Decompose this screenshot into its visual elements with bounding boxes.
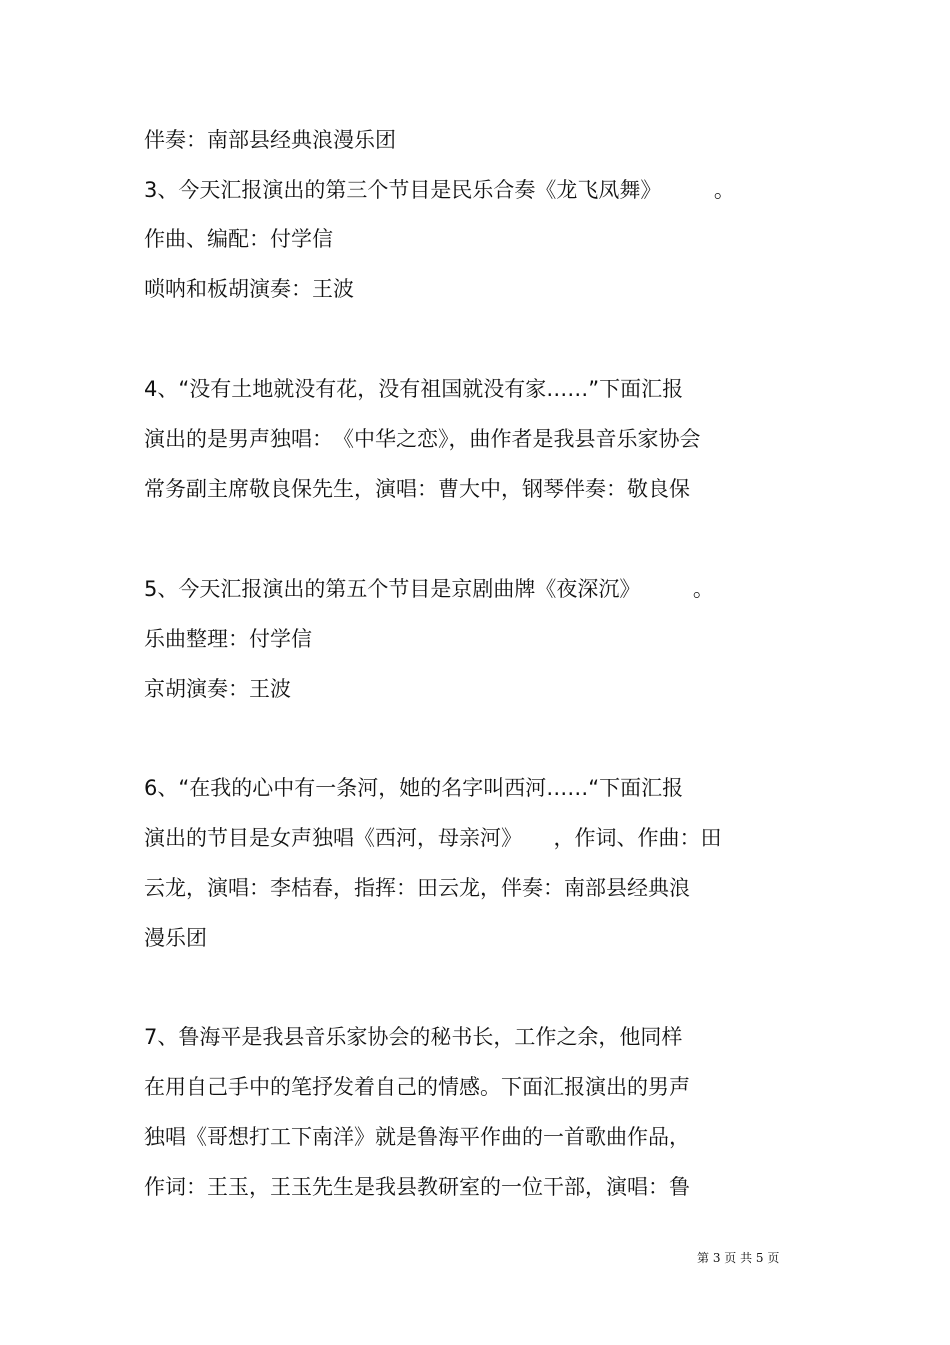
text-line: 独唱《哥想打工下南洋》就是鲁海平作曲的一首歌曲作品， [144,1125,690,1149]
text-line: 云龙，演唱：李桔春，指挥：田云龙，伴奏：南部县经典浪 [144,876,690,900]
text-line: 5、今天汇报演出的第五个节目是京剧曲牌《夜深沉》 。 [144,577,714,601]
text-line: 漫乐团 [144,926,207,950]
text-line: 演出的节目是女声独唱《西河，母亲河》 ，作词、作曲：田 [144,826,722,850]
text-line: 京胡演奏：王波 [144,677,291,701]
text-line: 唢呐和板胡演奏：王波 [144,277,354,301]
text-line: 在用自己手中的笔抒发着自己的情感。下面汇报演出的男声 [144,1075,690,1099]
text-line: 作词：王玉，王玉先生是我县教研室的一位干部，演唱：鲁 [144,1175,690,1199]
text-line: 伴奏：南部县经典浪漫乐团 [144,128,396,152]
text-line: 7、鲁海平是我县音乐家协会的秘书长，工作之余，他同样 [144,1025,683,1049]
text-line: 乐曲整理：付学信 [144,627,312,651]
text-line: 演出的是男声独唱： 《中华之恋》，曲作者是我县音乐家协会 [144,427,701,451]
text-line: 6、“在我的心中有一条河，她的名字叫西河……“下面汇报 [144,776,684,800]
text-line: 4、“没有土地就没有花，没有祖国就没有家……”下面汇报 [144,377,684,401]
page-footer: 第 3 页 共 5 页 [697,1251,780,1265]
text-line: 作曲、编配：付学信 [144,227,333,251]
text-line: 常务副主席敬良保先生，演唱：曹大中，钢琴伴奏：敬良保 [144,477,690,501]
text-line: 3、今天汇报演出的第三个节目是民乐合奏《龙飞凤舞》 。 [144,178,735,202]
